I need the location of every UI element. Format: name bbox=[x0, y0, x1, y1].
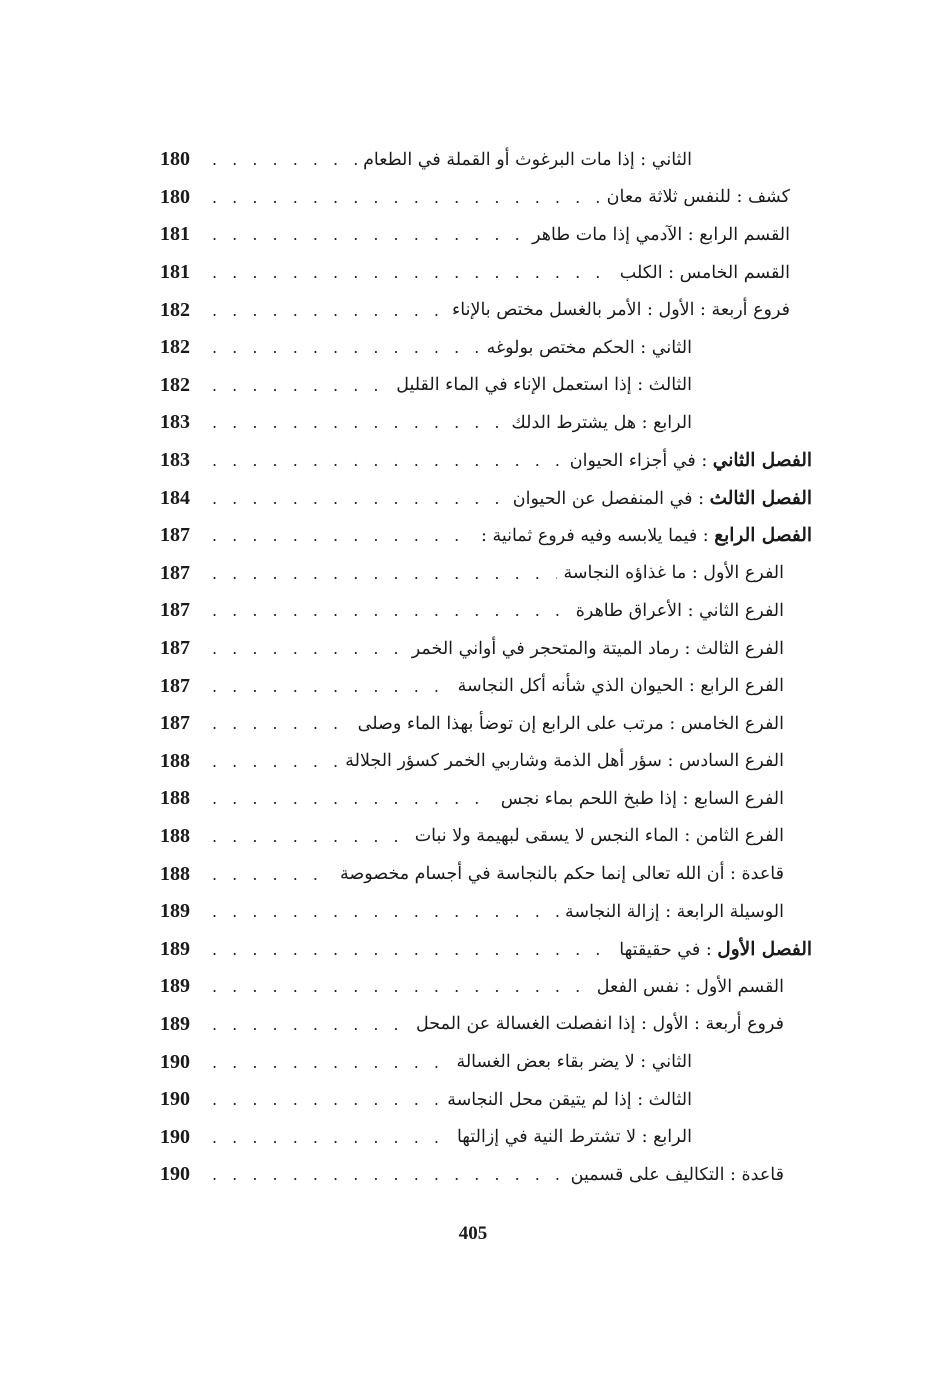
toc-page-number: 182 bbox=[160, 336, 190, 359]
toc-page-number: 190 bbox=[160, 1163, 190, 1186]
toc-entry bbox=[160, 630, 812, 668]
toc-page-number: 184 bbox=[160, 486, 190, 509]
toc-page-number: 190 bbox=[160, 1050, 190, 1073]
toc-title-text: الثاني : الحكم مختص بولوغه bbox=[486, 337, 692, 358]
toc-title-text: الفرع الثامن : الماء النجس لا يسقى لبهيمة ولا نبات bbox=[414, 826, 784, 847]
toc-entry bbox=[160, 216, 812, 254]
dot-leader bbox=[212, 1165, 565, 1184]
toc-entry bbox=[160, 329, 812, 367]
dot-leader bbox=[212, 940, 613, 959]
toc-page-number: 189 bbox=[160, 1012, 190, 1035]
toc-title-text: : في حقيقتها bbox=[619, 939, 718, 960]
toc-title-text: القسم الخامس : الكلب bbox=[619, 262, 790, 283]
toc-title-text: فروع أربعة : الأول : الأمر بالغسل مختص بالإناء bbox=[452, 300, 790, 321]
dot-leader bbox=[212, 677, 452, 696]
toc-title-text: الفرع السادس : سؤر أهل الذمة وشاربي الخمر كسؤر الجلالة bbox=[345, 751, 784, 772]
toc-page-number: 181 bbox=[160, 223, 190, 246]
toc-title-text: الفرع الأول : ما غذاؤه النجاسة bbox=[563, 563, 784, 584]
toc-entry bbox=[160, 1006, 812, 1044]
toc-entry bbox=[160, 1081, 812, 1119]
toc-title bbox=[363, 150, 692, 170]
toc-page-number: 187 bbox=[160, 674, 190, 697]
toc-title-text: الفرع الثالث : رماد الميتة والمتحجر في أواني الخمر bbox=[411, 638, 784, 659]
toc-title-text: الثالث : إذا استعمل الإناء في الماء القليل bbox=[396, 375, 692, 396]
toc-title-text: الفرع الثاني : الأعراق طاهرة bbox=[575, 600, 784, 621]
toc-title bbox=[607, 187, 790, 207]
toc-title bbox=[415, 826, 784, 846]
toc-title-text: فروع أربعة : الأول : إذا انفصلت الغسالة عن المحل bbox=[416, 1014, 784, 1035]
toc-title-text: الوسيلة الرابعة : إزالة النجاسة bbox=[565, 901, 784, 922]
toc-page-number: 187 bbox=[160, 524, 190, 547]
toc-page-number: 180 bbox=[160, 185, 190, 208]
toc-title-text: كشف : للنفس ثلاثة معان bbox=[606, 187, 790, 208]
toc-title bbox=[345, 751, 784, 771]
toc-title bbox=[576, 601, 784, 621]
toc-title bbox=[456, 1052, 692, 1072]
toc-page-number: 187 bbox=[160, 599, 190, 622]
toc-title bbox=[532, 225, 790, 245]
toc-page-number: 189 bbox=[160, 937, 190, 960]
dot-leader bbox=[212, 601, 570, 620]
toc-title-wrap bbox=[447, 1090, 812, 1110]
toc-title-text: الثالث : إذا لم يتيقن محل النجاسة bbox=[447, 1089, 692, 1110]
toc-entry bbox=[160, 1043, 812, 1081]
toc-title-wrap bbox=[456, 1052, 812, 1072]
dot-leader bbox=[212, 752, 339, 771]
toc-entry bbox=[160, 1118, 812, 1156]
toc-entry bbox=[160, 254, 812, 292]
toc-entry bbox=[160, 743, 812, 781]
dot-leader bbox=[212, 865, 334, 884]
toc-title-wrap bbox=[597, 977, 812, 997]
toc-title bbox=[487, 338, 692, 358]
dot-leader bbox=[212, 902, 559, 921]
toc-title-wrap bbox=[563, 563, 812, 583]
toc-title-wrap bbox=[457, 1127, 812, 1147]
dot-leader bbox=[212, 188, 601, 207]
toc-title-text: الفرع الرابع : الحيوان الذي شأنه أكل النجاسة bbox=[457, 676, 784, 697]
toc-entry bbox=[160, 968, 812, 1006]
dot-leader bbox=[212, 150, 357, 169]
toc-title-text: : فيما يلابسه وفيه فروع ثمانية : bbox=[480, 526, 715, 547]
toc-title-text: القسم الرابع : الآدمي إذا مات طاهر bbox=[532, 224, 790, 245]
toc-page-number: 188 bbox=[160, 862, 190, 885]
toc-title-wrap bbox=[619, 939, 812, 960]
toc-title bbox=[412, 639, 784, 659]
toc-title-wrap bbox=[396, 375, 812, 395]
toc-title-text: القسم الأول : نفس الفعل bbox=[596, 976, 784, 997]
toc-page-number: 189 bbox=[160, 900, 190, 923]
toc-entry bbox=[160, 1156, 812, 1194]
dot-leader bbox=[212, 263, 614, 282]
dot-leader bbox=[212, 301, 446, 320]
toc-title-text: : في المنفصل عن الحيوان bbox=[512, 488, 710, 509]
toc-title-wrap bbox=[607, 187, 812, 207]
toc-title bbox=[457, 1127, 692, 1147]
toc-entry bbox=[160, 291, 812, 329]
toc-entry bbox=[160, 592, 812, 630]
dot-leader bbox=[212, 376, 390, 395]
toc-title bbox=[481, 525, 812, 546]
toc-title-text: الرابع : لا تشترط النية في إزالتها bbox=[456, 1127, 692, 1148]
toc-title bbox=[340, 864, 784, 884]
toc-page-number: 183 bbox=[160, 449, 190, 472]
dot-leader bbox=[212, 338, 481, 357]
toc-page-number: 188 bbox=[160, 749, 190, 772]
toc-title-wrap bbox=[571, 1165, 812, 1185]
toc-page-number: 189 bbox=[160, 975, 190, 998]
toc-title-text: الثاني : إذا مات البرغوث أو القملة في الطعام bbox=[363, 149, 692, 170]
toc-title-text: الثاني : لا يضر بقاء بعض الغسالة bbox=[456, 1052, 692, 1073]
toc-title-wrap bbox=[412, 639, 812, 659]
toc-title bbox=[565, 902, 784, 922]
dot-leader bbox=[212, 977, 591, 996]
toc-title-wrap bbox=[481, 525, 812, 546]
toc-entry bbox=[160, 667, 812, 705]
dot-leader bbox=[212, 1015, 410, 1034]
toc-title-wrap bbox=[570, 450, 812, 471]
toc-title-text: قاعدة : التكاليف على قسمين bbox=[570, 1164, 784, 1185]
toc-title-wrap bbox=[511, 413, 812, 433]
toc-title bbox=[619, 939, 812, 960]
dot-leader bbox=[212, 489, 507, 508]
dot-leader bbox=[212, 225, 526, 244]
table-of-contents bbox=[160, 141, 812, 1194]
toc-page-number: 187 bbox=[160, 561, 190, 584]
toc-title-wrap bbox=[416, 1014, 812, 1034]
toc-title-wrap bbox=[345, 751, 812, 771]
toc-page-number: 187 bbox=[160, 712, 190, 735]
dot-leader bbox=[212, 714, 352, 733]
toc-title bbox=[571, 1165, 784, 1185]
dot-leader bbox=[212, 526, 475, 545]
toc-title-text: الفرع الخامس : مرتب على الرابع إن توضأ بهذا الماء وصلى bbox=[357, 713, 784, 734]
dot-leader bbox=[212, 827, 409, 846]
toc-entry bbox=[160, 555, 812, 593]
toc-title-text: : في أجزاء الحيوان bbox=[569, 451, 713, 472]
toc-entry bbox=[160, 517, 812, 555]
toc-title-text: الفرع السابع : إذا طبخ اللحم بماء نجس bbox=[500, 788, 784, 809]
toc-title bbox=[458, 676, 784, 696]
page-number: 405 bbox=[458, 1223, 488, 1244]
dot-leader bbox=[212, 413, 505, 432]
toc-title-wrap bbox=[458, 676, 812, 696]
toc-entry bbox=[160, 893, 812, 931]
toc-title-wrap bbox=[358, 714, 812, 734]
chapter-label: الفصل الأول bbox=[717, 938, 812, 960]
chapter-label: الفصل الرابع bbox=[714, 525, 812, 547]
toc-entry bbox=[160, 404, 812, 442]
toc-entry bbox=[160, 705, 812, 743]
toc-title bbox=[358, 714, 784, 734]
toc-page-number: 188 bbox=[160, 787, 190, 810]
toc-entry bbox=[160, 818, 812, 856]
toc-entry bbox=[160, 930, 812, 968]
toc-title-wrap bbox=[487, 338, 812, 358]
toc-title-wrap bbox=[340, 864, 812, 884]
toc-title bbox=[396, 375, 692, 395]
toc-title-wrap bbox=[415, 826, 812, 846]
toc-page-number: 183 bbox=[160, 411, 190, 434]
toc-title-text: قاعدة : أن الله تعالى إنما حكم بالنجاسة في أجسام مخصوصة bbox=[339, 864, 784, 885]
toc-title bbox=[511, 413, 692, 433]
toc-title bbox=[416, 1014, 784, 1034]
toc-title-wrap bbox=[565, 902, 812, 922]
toc-page-number: 182 bbox=[160, 373, 190, 396]
toc-title bbox=[447, 1090, 692, 1110]
dot-leader bbox=[212, 451, 564, 470]
dot-leader bbox=[212, 564, 557, 583]
chapter-label: الفصل الثالث bbox=[709, 487, 812, 509]
toc-title bbox=[620, 263, 790, 283]
toc-title-wrap bbox=[620, 263, 812, 283]
toc-page-number: 190 bbox=[160, 1088, 190, 1111]
dot-leader bbox=[212, 1053, 450, 1072]
toc-page-number: 181 bbox=[160, 261, 190, 284]
toc-title-wrap bbox=[576, 601, 812, 621]
toc-page-number: 187 bbox=[160, 637, 190, 660]
toc-page-number: 188 bbox=[160, 824, 190, 847]
dot-leader bbox=[212, 789, 495, 808]
toc-page-number: 190 bbox=[160, 1125, 190, 1148]
toc-title-wrap bbox=[532, 225, 812, 245]
toc-title-wrap bbox=[513, 488, 812, 509]
toc-title-text: الرابع : هل يشترط الدلك bbox=[511, 412, 692, 433]
toc-entry bbox=[160, 367, 812, 405]
toc-title bbox=[570, 450, 812, 471]
toc-title bbox=[501, 789, 784, 809]
toc-title bbox=[597, 977, 784, 997]
toc-title bbox=[563, 563, 784, 583]
dot-leader bbox=[212, 1090, 441, 1109]
chapter-label: الفصل الثاني bbox=[712, 450, 812, 472]
toc-title bbox=[452, 300, 790, 320]
toc-entry bbox=[160, 855, 812, 893]
toc-entry bbox=[160, 479, 812, 517]
toc-entry bbox=[160, 179, 812, 217]
toc-entry bbox=[160, 442, 812, 480]
toc-entry bbox=[160, 141, 812, 179]
toc-page-number: 182 bbox=[160, 298, 190, 321]
toc-title-wrap bbox=[501, 789, 812, 809]
toc-entry bbox=[160, 780, 812, 818]
toc-page-number: 180 bbox=[160, 148, 190, 171]
toc-title bbox=[513, 488, 812, 509]
toc-title-wrap bbox=[452, 300, 812, 320]
toc-title-wrap bbox=[363, 150, 812, 170]
dot-leader bbox=[212, 1128, 451, 1147]
dot-leader bbox=[212, 639, 406, 658]
